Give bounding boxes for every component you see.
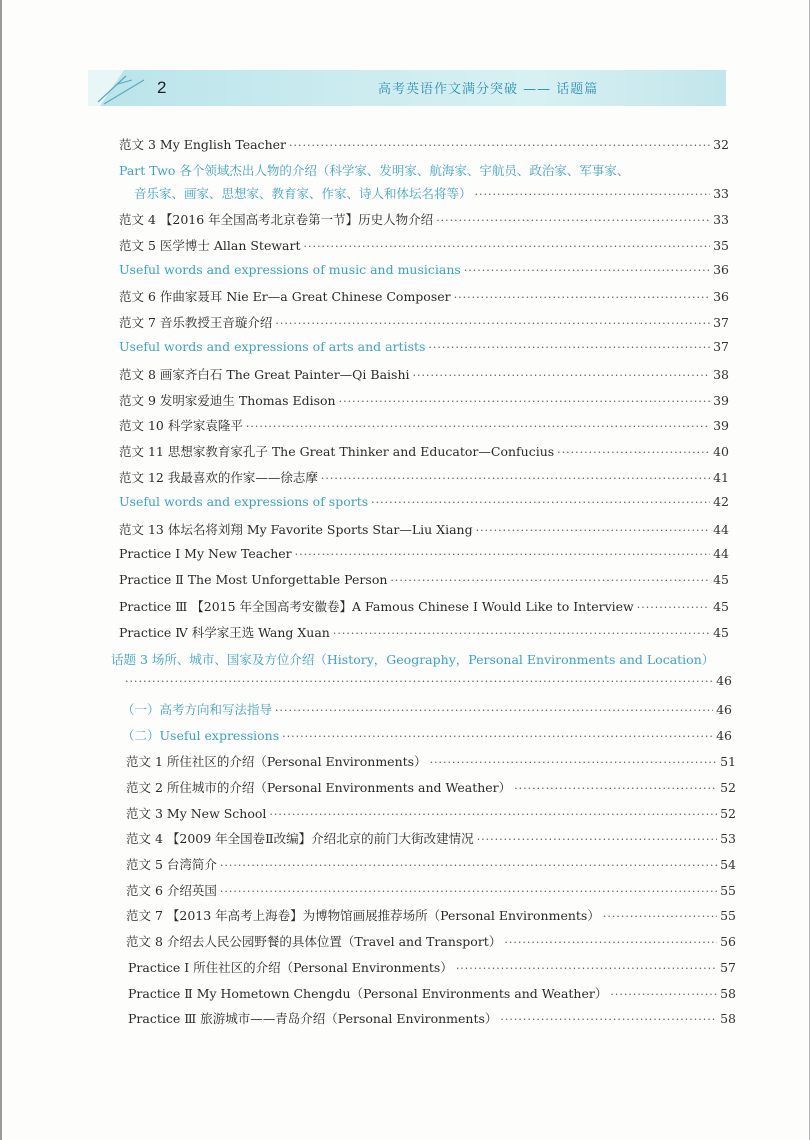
page-ref: 46 <box>716 728 732 743</box>
page-ref: 55 <box>720 908 736 923</box>
leader-dots <box>456 962 717 975</box>
leader-dots <box>504 936 717 949</box>
page-ref: 39 <box>713 418 729 433</box>
leader-dots <box>295 548 710 561</box>
leader-dots <box>321 472 710 485</box>
toc-entry[interactable]: 范文 11 思想家教育家孔子 The Great Thinker and Educator—Confucius ····· 40 <box>119 442 729 462</box>
page-ref: 36 <box>713 262 729 277</box>
leader-dots <box>500 1013 717 1026</box>
toc-entry[interactable]: 范文 12 我最喜欢的作家——徐志摩 ····· 41 <box>119 468 729 488</box>
toc-entry[interactable]: 范文 10 科学家袁隆平 ····· 39 <box>119 416 729 436</box>
page-ref: 46 <box>716 673 732 688</box>
page-ref: 51 <box>720 754 736 769</box>
toc-entry-practice[interactable]: Practice Ⅱ The Most Unforgettable Person ····· 45 <box>119 572 729 592</box>
leader-dots <box>514 782 717 795</box>
toc-entry-practice[interactable]: Practice Ⅲ 【2015 年全国高考安徽卷】A Famous Chinese I Would Like to Interview ····· 45 <box>119 597 729 617</box>
toc-entry[interactable]: 范文 8 介绍去人民公园野餐的具体位置（Travel and Transport） ····· 56 <box>126 932 736 952</box>
toc-entry-practice[interactable]: Practice Ⅰ 所住社区的介绍（Personal Environments） ····· 57 <box>128 958 736 978</box>
toc-section-heading[interactable]: Part Two 各个领域杰出人物的介绍（科学家、发明家、航海家、宇航员、政治家、军事家、 <box>119 163 630 178</box>
leader-dots <box>476 524 710 537</box>
book-title: 高考英语作文满分突破 —— 话题篇 <box>378 82 599 97</box>
leader-dots <box>390 574 710 587</box>
leader-dots <box>220 859 717 872</box>
leader-dots <box>603 910 717 923</box>
leader-dots <box>275 704 713 717</box>
leader-dots <box>304 240 711 253</box>
page-ref: 33 <box>713 186 729 201</box>
leader-dots <box>333 627 710 640</box>
page-ref: 52 <box>720 806 736 821</box>
leader-dots <box>637 601 710 614</box>
page-ref: 32 <box>713 137 729 152</box>
page-ref: 57 <box>720 960 736 975</box>
page-ref: 38 <box>713 367 729 382</box>
leader-dots <box>610 988 717 1001</box>
page-ref: 54 <box>720 857 736 872</box>
page-ref: 45 <box>713 625 729 640</box>
page-ref: 37 <box>713 339 729 354</box>
page-ref: 36 <box>713 289 729 304</box>
toc-subsection[interactable]: （一）高考方向和写法指导 ····· 46 <box>122 700 732 720</box>
leader-dots <box>246 420 710 433</box>
page-ref: 39 <box>713 393 729 408</box>
page-ref: 58 <box>720 1011 736 1026</box>
toc-subsection[interactable]: （二）Useful expressions ····· 46 <box>122 726 732 746</box>
page-ref: 53 <box>720 831 736 846</box>
toc-entry[interactable]: 范文 4 【2016 年全国高考北京卷第一节】历史人物介绍 ····· 33 <box>119 210 729 230</box>
toc-section-heading-cont[interactable]: 音乐家、画家、思想家、教育家、作家、诗人和体坛名将等） ····· 33 <box>134 184 729 204</box>
leader-dots <box>339 395 710 408</box>
page-ref: 55 <box>720 883 736 898</box>
page-ref: 33 <box>713 212 729 227</box>
leader-dots <box>275 317 710 330</box>
leader-dots <box>125 675 713 688</box>
page-ref: 45 <box>713 599 729 614</box>
leader-dots <box>436 214 710 227</box>
toc-entry[interactable]: 范文 2 所住城市的介绍（Personal Environments and Weather） ····· 52 <box>126 778 736 798</box>
toc-topic-heading-cont[interactable] <box>122 673 732 693</box>
toc-entry-practice[interactable]: Practice Ⅲ 旅游城市——青岛介绍（Personal Environments） ····· 58 <box>128 1009 736 1029</box>
toc-entry-practice[interactable]: Practice Ⅱ My Hometown Chengdu（Personal Environments and Weather） ····· 58 <box>128 984 736 1004</box>
toc-entry-practice[interactable]: Practice Ⅳ 科学家王选 Wang Xuan ····· 45 <box>119 623 729 643</box>
leader-dots <box>430 756 718 769</box>
page-ref: 58 <box>720 986 736 1001</box>
page-ref: 42 <box>713 494 729 509</box>
toc-entry-practice[interactable]: Practice Ⅰ My New Teacher ····· 44 <box>119 546 729 566</box>
leader-dots <box>371 496 710 509</box>
toc-entry[interactable]: 范文 7 【2013 年高考上海卷】为博物馆画展推荐场所（Personal Environments） ····· 55 <box>126 906 736 926</box>
toc-entry[interactable]: 范文 3 My New School ····· 52 <box>126 804 736 824</box>
page-ref: 35 <box>713 238 729 253</box>
toc-entry[interactable]: 范文 5 医学博士 Allan Stewart ····· 35 <box>119 236 729 256</box>
leader-dots <box>557 446 710 459</box>
toc-entry[interactable]: 范文 9 发明家爱迪生 Thomas Edison ····· 39 <box>119 391 729 411</box>
leader-dots <box>282 730 713 743</box>
page-ref: 45 <box>713 572 729 587</box>
toc-entry[interactable]: 范文 13 体坛名将刘翔 My Favorite Sports Star—Liu Xiang ····· 44 <box>119 520 729 540</box>
leader-dots <box>220 885 717 898</box>
leader-dots <box>464 264 710 277</box>
leader-dots <box>428 341 710 354</box>
page-ref: 44 <box>713 546 729 561</box>
page-ref: 44 <box>713 522 729 537</box>
toc-entry-useful[interactable]: Useful words and expressions of arts and artists ····· 37 <box>119 339 729 359</box>
toc-entry[interactable]: 范文 8 画家齐白石 The Great Painter—Qi Baishi ····· 38 <box>119 365 729 385</box>
leader-dots <box>475 188 711 201</box>
page-ref: 56 <box>720 934 736 949</box>
toc-entry[interactable]: 范文 6 作曲家聂耳 Nie Er—a Great Chinese Composer ····· 36 <box>119 287 729 307</box>
page-ref: 37 <box>713 315 729 330</box>
leader-dots <box>454 291 710 304</box>
leader-dots <box>413 369 711 382</box>
leader-dots <box>289 139 710 152</box>
page-ref: 52 <box>720 780 736 795</box>
leader-dots <box>269 808 717 821</box>
page-ref: 46 <box>716 702 732 717</box>
leader-dots <box>477 833 717 846</box>
toc-entry[interactable]: 范文 7 音乐教授王音璇介绍 ····· 37 <box>119 313 729 333</box>
toc-topic-heading[interactable]: 话题 3 场所、城市、国家及方位介绍（History，Geography，Personal Environments and Location） <box>111 652 715 667</box>
toc-entry[interactable]: 范文 3 My English Teacher ····· 32 <box>119 135 729 155</box>
toc-entry[interactable]: 范文 1 所住社区的介绍（Personal Environments） ····· 51 <box>126 752 736 772</box>
toc-entry-useful[interactable]: Useful words and expressions of sports ····· 42 <box>119 494 729 514</box>
toc-entry[interactable]: 范文 6 介绍英国 ····· 55 <box>126 881 736 901</box>
toc-entry[interactable]: 范文 4 【2009 年全国卷Ⅱ改编】介绍北京的前门大街改建情况 ····· 53 <box>126 829 736 849</box>
toc-entry[interactable]: 范文 5 台湾简介 ····· 54 <box>126 855 736 875</box>
page-number: 2 <box>157 78 167 97</box>
toc-entry-useful[interactable]: Useful words and expressions of music and musicians ····· 36 <box>119 262 729 282</box>
page-ref: 41 <box>713 470 729 485</box>
page-ref: 40 <box>713 444 729 459</box>
